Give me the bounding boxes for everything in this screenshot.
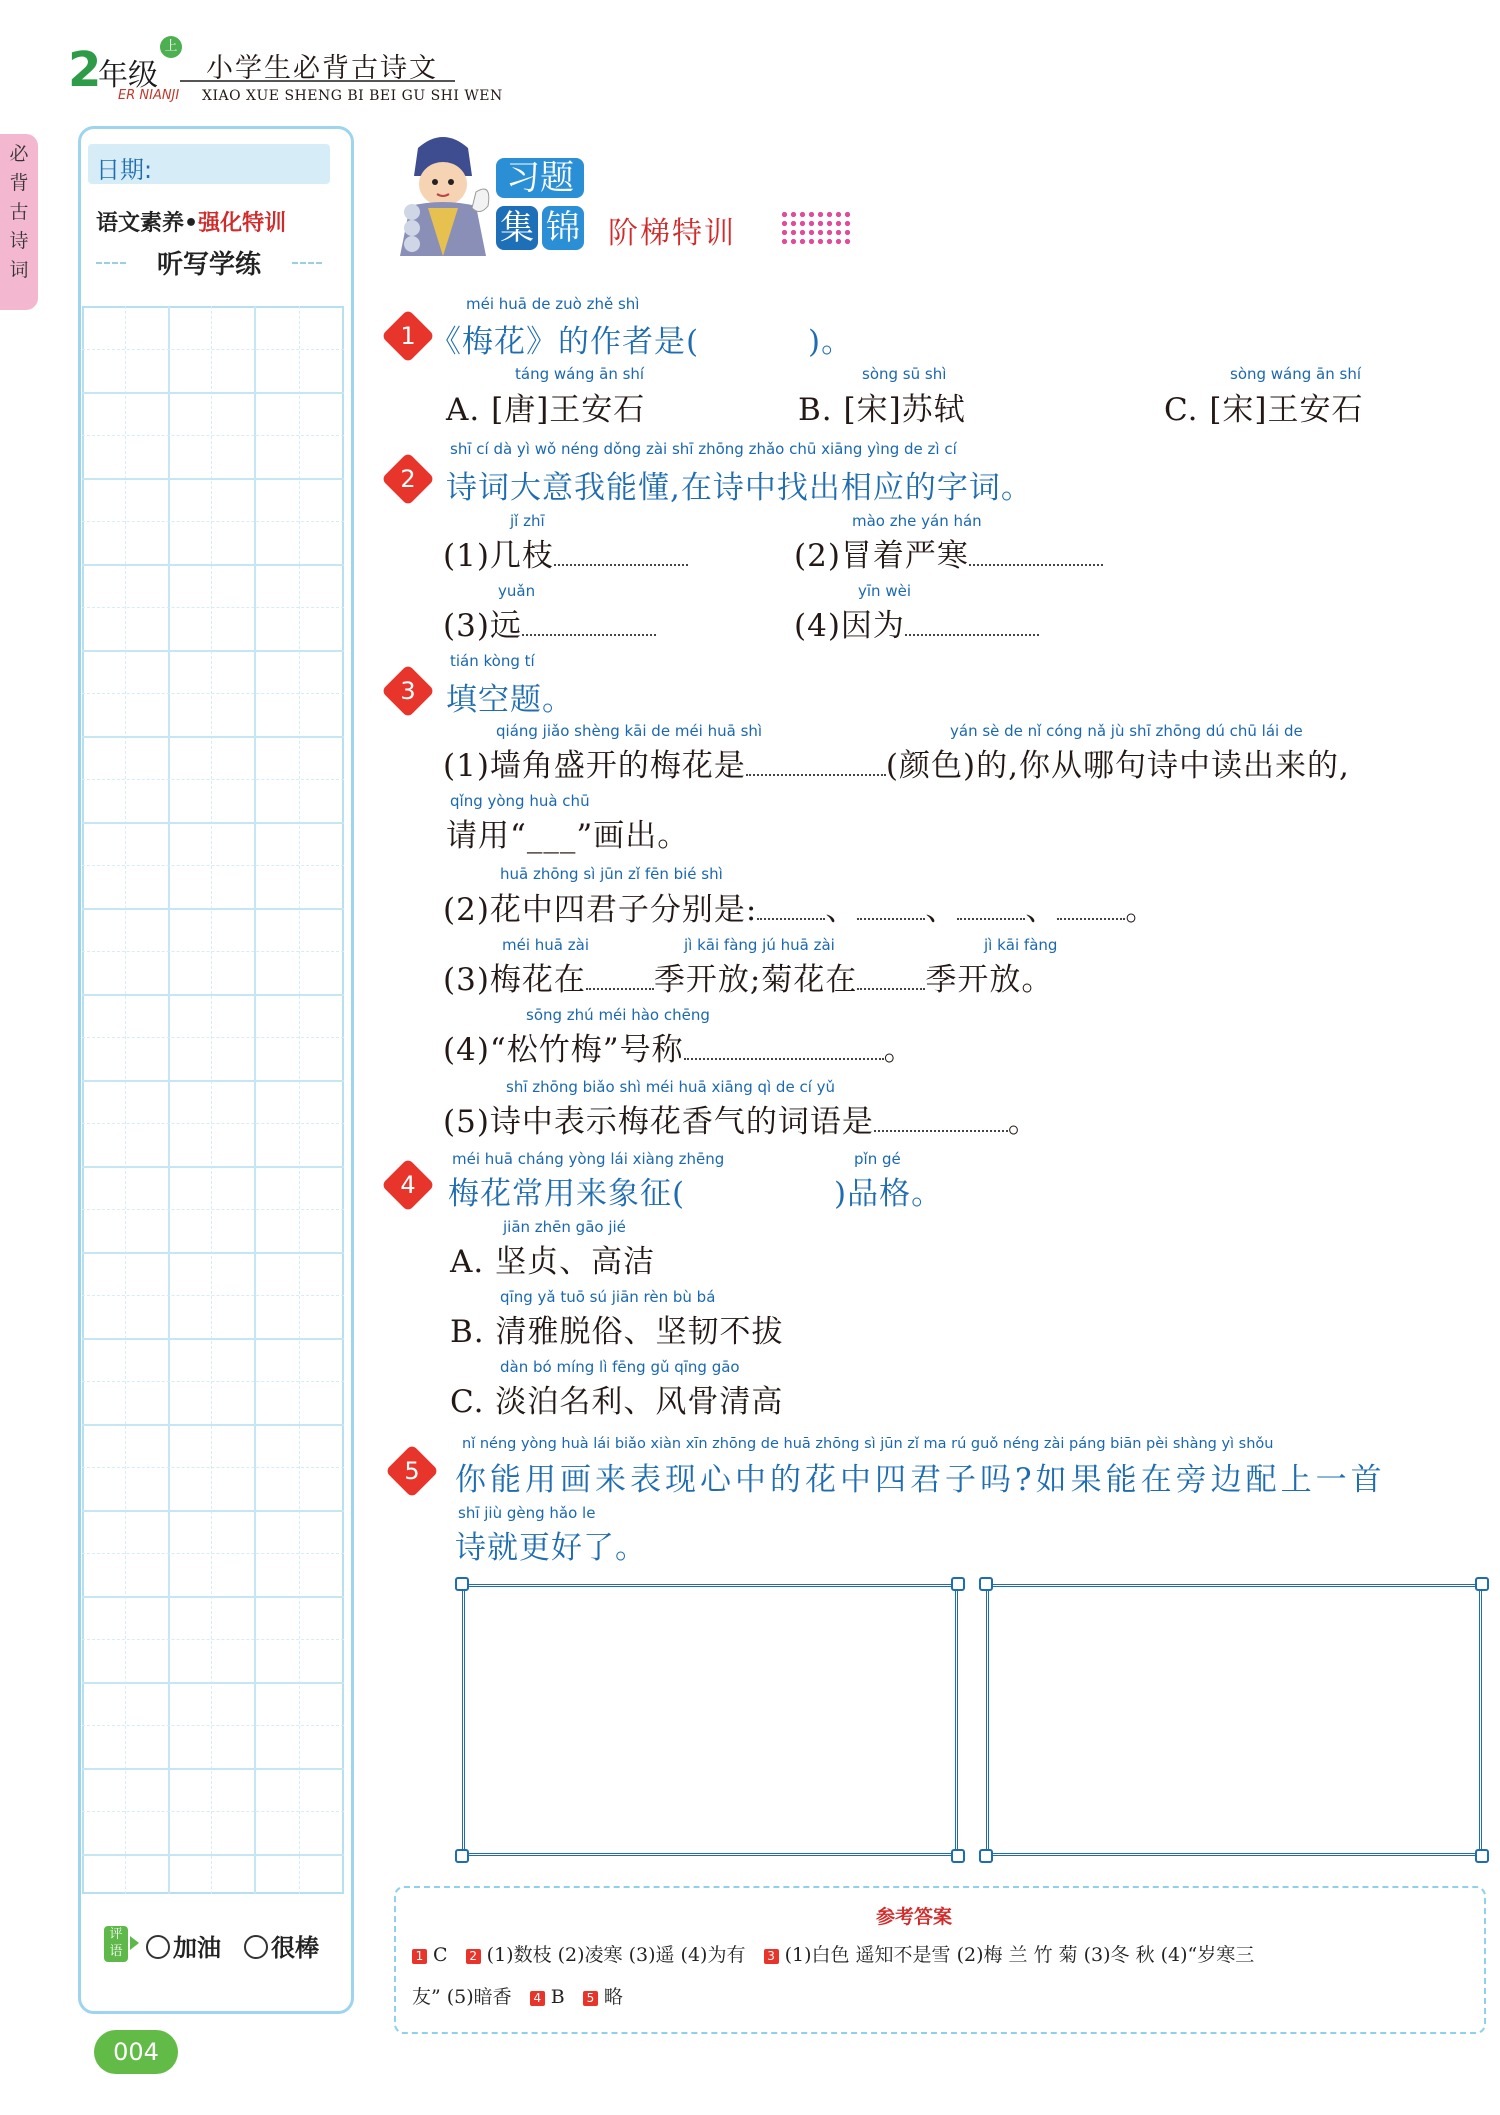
pinyin: sōng zhú méi hào chēng [526,1006,710,1024]
grid-line [82,1338,344,1340]
grid-guide [82,607,344,608]
eval-option-label: 很棒 [271,1934,319,1962]
grid-line [82,564,344,566]
answer-number: 4 [530,1991,545,2006]
grid-line [82,1252,344,1254]
grid-line [82,1854,344,1856]
item-label: 季开放;菊花在 [653,962,858,998]
grid-line [82,994,344,996]
eval-option-label: 加油 [173,1934,221,1962]
item-label: 季开放。 [925,962,1054,998]
grid-line [82,1080,344,1082]
item-label: (颜色)的,你从哪句诗中读出来的, [885,748,1350,784]
grid-line [82,1424,344,1426]
answer-number: 3 [764,1949,779,1964]
eval-option-keep-going[interactable] [146,1928,221,1963]
item-label: (4)“松竹梅”号称 [443,1032,684,1068]
pinyin: shī cí dà yì wǒ néng dǒng zài shī zhōng zhǎo chū xiāng yìng de zì cí [450,440,957,458]
writing-grid[interactable] [82,306,344,1894]
item-label: (1)墙角盛开的梅花是 [443,748,746,784]
answer-text: (1)数枝 (2)凌寒 (3)遥 (4)为有 [486,1944,746,1966]
grid-line [82,736,344,738]
answer-blank[interactable] [857,960,925,990]
item-label: (1)几枝 [443,538,554,574]
answer-blank[interactable] [905,606,1039,636]
frame-corner [979,1577,993,1591]
grid-line [82,908,344,910]
pinyin: shī zhōng biǎo shì méi huā xiāng qì de cí yǔ [506,1078,836,1096]
pinyin: qīng yǎ tuō sú jiān rèn bù bá [500,1288,716,1306]
question-number: 4 [400,1171,416,1199]
question-number: 2 [400,465,416,493]
answer-blank[interactable] [969,536,1103,566]
answer-blank[interactable] [957,890,1025,920]
drawing-frame-left[interactable] [462,1584,958,1856]
comment-icon: 评语 [104,1926,128,1962]
eval-option-great[interactable] [244,1928,319,1963]
fill-item-2 [443,884,1157,929]
pinyin: yán sè de nǐ cóng nǎ jù shī zhōng dú chū lái de [950,722,1303,740]
grid-line [168,306,170,1894]
pinyin: sòng wáng ān shí [1230,365,1362,383]
answer-blank[interactable] [522,606,656,636]
answer-text: (1)白色 遥知不是雪 (2)梅 兰 竹 菊 (3)冬 秋 (4)“岁寒三 [784,1944,1255,1966]
grade-number: 2 [68,42,102,98]
question-text: 《梅花》的作者是( [430,324,700,360]
pinyin: nǐ néng yòng huà lái biǎo xiàn xīn zhōng de huā zhōng sì jūn zǐ ma rú guǒ néng zài páng biān pèi shàng yì shǒu [462,1436,1274,1452]
answer-blank[interactable] [1057,890,1125,920]
grid-line [82,392,344,394]
grid-line [82,1510,344,1512]
side-tab-char: 词 [9,259,29,281]
item-label: (4)因为 [794,608,905,644]
grid-line [82,478,344,480]
dictation-label: 听写学练 [156,250,261,280]
answer-text: 友” (5)暗香 [412,1986,512,2008]
item-label: (5)诗中表示梅花香气的词语是 [443,1104,874,1140]
page-number: 004 [94,2030,178,2074]
question-text: 诗词大意我能懂,在诗中找出相应的字词。 [446,470,1033,506]
date-label: 日期: [96,156,153,184]
fill-item-1 [443,740,1350,785]
frame-corner [979,1849,993,1863]
grid-guide [82,1295,344,1296]
grid-guide [82,865,344,866]
item-2 [794,530,1103,575]
separator: 、 [825,892,858,928]
grid-guide [82,435,344,436]
answer-text: C [433,1944,448,1966]
grid-line [82,1768,344,1770]
section-subtitle: 阶梯特训 [608,216,736,251]
grid-line [82,1682,344,1684]
grid-line [82,650,344,652]
section-title-card: 集 [496,206,538,250]
item-3 [443,600,656,645]
fill-item-4 [443,1024,916,1069]
grid-guide [299,306,300,1894]
pinyin: sòng sū shì [862,365,947,383]
pinyin: tián kòng tí [450,652,535,670]
grid-line [82,822,344,824]
separator: 、 [1025,892,1058,928]
section-title-card: 习题 [496,158,584,198]
answer-blank[interactable] [874,1102,1008,1132]
grid-guide [82,1725,344,1726]
item-label: (2)冒着严寒 [794,538,969,574]
fill-item-3 [443,954,1053,999]
grid-guide [82,521,344,522]
pinyin: yīn wèi [858,582,911,600]
pinyin: pǐn gé [854,1150,901,1168]
item-label: (3)远 [443,608,522,644]
item-1 [443,530,688,575]
grid-guide [82,1381,344,1382]
pinyin: méi huā cháng yòng lái xiàng zhēng [452,1150,725,1168]
decorative-dots [780,210,852,246]
frame-corner [1475,1849,1489,1863]
answer-key-title: 参考答案 [876,1906,953,1928]
answer-line-1 [412,1940,1254,1967]
answer-line-2 [412,1982,623,2009]
arrow-icon [130,1936,139,1950]
option-c[interactable]: C. [宋]王安石 [1164,392,1364,428]
item-4 [794,600,1039,645]
pinyin: qiáng jiǎo shèng kāi de méi huā shì [496,722,763,740]
grid-guide [211,306,212,1894]
frame-corner [455,1849,469,1863]
pinyin: méi huā zài [502,936,589,954]
question-text: 填空题。 [446,682,574,718]
grid-line [82,1596,344,1598]
grid-guide [82,349,344,350]
frame-corner [951,1577,965,1591]
pinyin: shī jiù gèng hǎo le [458,1504,596,1522]
option-a[interactable]: A. 坚贞、高洁 [450,1244,656,1280]
item-label: (3)梅花在 [443,962,586,998]
answer-blank[interactable] [586,960,654,990]
grid-guide [82,1811,344,1812]
grid-guide [125,306,126,1894]
pinyin: jì kāi fàng jú huā zài [684,936,835,954]
pinyin: yuǎn [498,582,536,600]
series-pinyin: XIAO XUE SHENG BI BEI GU SHI WEN [202,88,503,104]
pinyin: táng wáng ān shí [515,365,645,383]
question-number: 5 [404,1457,420,1485]
grid-guide [82,1639,344,1640]
item-label: (2)花中四君子分别是: [443,892,758,928]
frame-corner [951,1849,965,1863]
grid-line [254,306,256,1894]
pinyin: méi huā de zuò zhě shì [466,295,640,313]
pinyin: mào zhe yán hán [852,512,982,530]
answer-number: 5 [583,1991,598,2006]
radio-icon[interactable] [244,1935,268,1959]
fill-item-5 [443,1096,1040,1141]
fill-item-1-cont: 请用“___”画出。 [446,818,690,854]
side-tab-char: 背 [9,172,29,194]
grid-guide [82,1467,344,1468]
grid-guide [82,951,344,952]
answer-blank[interactable] [554,536,688,566]
pinyin: dàn bó míng lì fēng gǔ qīng gāo [500,1358,740,1376]
series-title: 小学生必背古诗文 [206,53,438,84]
pinyin: qǐng yòng huà chū [450,792,590,810]
drawing-frame-right[interactable] [986,1584,1482,1856]
grid-guide [82,779,344,780]
grade-word: 年级 [98,58,158,93]
pinyin: jì kāi fàng [984,936,1058,954]
side-tab [0,134,38,310]
separator: 。 [883,1032,916,1068]
question-text: )品格。 [834,1176,944,1212]
pinyin: huā zhōng sì jūn zǐ fēn bié shì [500,865,723,883]
grade-pinyin: ER NIANJI [118,88,180,103]
answer-number: 2 [466,1949,481,1964]
answer-blank[interactable] [857,890,925,920]
grid-line [82,1166,344,1168]
separator: 。 [1125,892,1158,928]
grid-guide [82,1123,344,1124]
answer-text: 略 [603,1986,623,2008]
separator: 、 [925,892,958,928]
option-c[interactable]: C. 淡泊名利、风骨清高 [450,1384,784,1420]
answer-blank[interactable] [684,1030,884,1060]
question-text: 梅花常用来象征( [448,1176,686,1212]
question-number: 1 [400,322,416,350]
mascot-illustration [388,128,498,258]
question-text: )。 [808,324,854,360]
separator: 。 [1007,1104,1040,1140]
answer-text: B [550,1986,565,2008]
training-title [96,206,286,237]
option-b[interactable]: B. 清雅脱俗、坚韧不拔 [450,1314,784,1350]
side-tab-char: 古 [9,201,29,223]
pinyin: jiān zhēn gāo jié [503,1218,626,1236]
grid-guide [82,1037,344,1038]
frame-corner [455,1577,469,1591]
question-text: 你能用画来表现心中的花中四君子吗?如果能在旁边配上一首 [455,1462,1386,1498]
option-a[interactable]: A. [唐]王安石 [446,392,646,428]
question-text: 诗就更好了。 [455,1530,647,1566]
volume-badge: 上 [160,36,182,58]
grid-guide [82,693,344,694]
answer-blank[interactable] [746,746,886,776]
frame-corner [1475,1577,1489,1591]
grid-guide [82,1553,344,1554]
question-number: 3 [400,677,416,705]
answer-blank[interactable] [757,890,825,920]
radio-icon[interactable] [146,1935,170,1959]
side-tab-char: 诗 [9,230,29,252]
answer-number: 1 [412,1949,427,1964]
side-tab-char: 必 [9,143,29,165]
training-title-highlight: 强化特训 [198,211,287,236]
section-title-card: 锦 [542,206,584,250]
grid-guide [82,1209,344,1210]
option-b[interactable]: B. [宋]苏轼 [798,392,966,428]
pinyin: jǐ zhī [510,512,545,530]
training-title-part: 语文素养• [96,211,199,236]
